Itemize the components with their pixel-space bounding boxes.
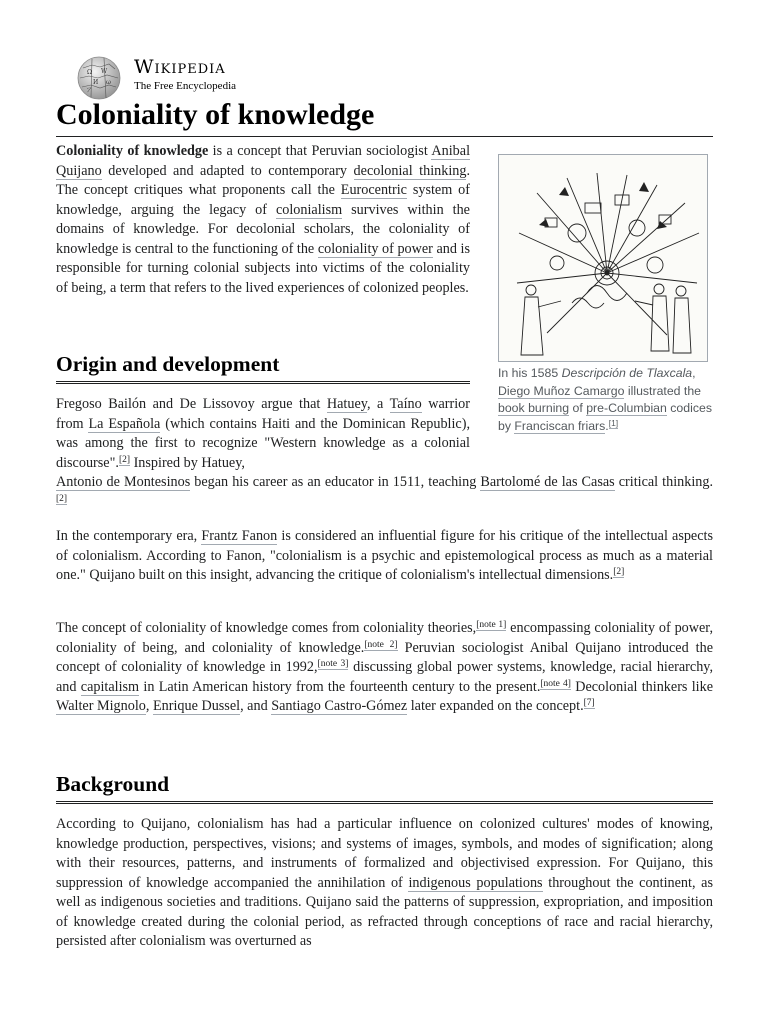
link-colonialism[interactable]: colonialism — [275, 201, 343, 218]
wikipedia-tagline: The Free Encyclopedia — [134, 80, 237, 92]
svg-text:ω: ω — [106, 79, 111, 86]
text-run: , — [145, 698, 153, 714]
text-run: , a — [366, 396, 390, 412]
svg-text:ア: ア — [86, 87, 93, 94]
link-santiago-castro-gomez[interactable]: Santiago Castro-Gómez — [271, 698, 408, 714]
text-run: , and — [240, 698, 272, 714]
text-run: Fregoso Bailón and De Lissovoy argue that — [56, 396, 327, 412]
text-run: codices by — [498, 401, 712, 433]
link-capitalism[interactable]: capitalism — [80, 678, 140, 695]
article-page — [56, 0, 713, 1024]
text-run: The concept of coloniality of knowledge comes from coloniality theories, — [56, 620, 477, 636]
svg-text:W: W — [101, 68, 108, 75]
text-run: Decolonial thinkers like — [570, 678, 713, 695]
link-bartolome-de-las-casas[interactable]: Bartolomé de las Casas — [480, 474, 615, 490]
text-run: , — [692, 366, 696, 380]
citation-ref[interactable]: [2] — [613, 567, 625, 577]
caption-work-title: Descripción de Tlaxcala — [561, 366, 693, 380]
origin-paragraph-2 — [56, 527, 713, 586]
link-antonio-de-montesinos[interactable]: Antonio de Montesinos — [56, 474, 191, 490]
svg-text:И: И — [93, 79, 99, 86]
text-run: began his career as an educator in 1511, teaching — [190, 474, 481, 490]
text-run: In the contemporary era, — [56, 528, 202, 544]
link-frantz-fanon[interactable]: Frantz Fanon — [201, 528, 278, 544]
text-run: later expanded on the concept. — [407, 698, 584, 714]
text-run: in Latin American history from the fourteenth century to the present. — [139, 678, 541, 695]
text-run: Inspired by Hatuey, — [130, 454, 245, 471]
citation-ref[interactable]: [1] — [608, 417, 619, 428]
link-anibal-quijano[interactable]: Anibal Quijano — [56, 143, 471, 179]
page-title: Coloniality of knowledge — [56, 96, 713, 137]
wikipedia-globe-icon — [74, 54, 124, 100]
codex-illustration-image[interactable] — [498, 154, 708, 362]
note-ref[interactable]: [note 3] — [317, 659, 349, 669]
text-run: and is responsible for turning colonial subjects into victims of the coloniality of being, a term that refers to the lived experiences of colonized peoples. — [56, 240, 470, 296]
text-run: (which contains Haiti and the Dominican Republic), was among the first to recognize "Western knowledge as a colonial discourse". — [56, 415, 471, 471]
link-book-burning[interactable]: book burning — [498, 401, 570, 415]
intro-bold-term: Coloniality of knowledge — [56, 143, 209, 159]
section-heading-background: Background — [56, 770, 713, 804]
link-la-espanola[interactable]: La Española — [88, 415, 161, 432]
text-run: is a concept that Peruvian sociologist — [208, 143, 432, 159]
link-taino[interactable]: Taíno — [389, 396, 422, 412]
citation-ref[interactable]: [2] — [118, 454, 131, 465]
section-heading-origin: Origin and development — [56, 350, 470, 384]
link-diego-munoz-camargo[interactable]: Diego Muñoz Camargo — [498, 383, 625, 398]
text-run: According to Quijano, colonialism has had a particular influence on colonized cultures' modes of knowing, knowledge production, perspectives, visions; and systems of images, symbols, and modes of signification; along with their resources, patterns, and instruments of formalized and objectivised expression. For Quijano, this suppression of knowledge accompanied the annihilation of — [56, 816, 713, 891]
text-run: . — [605, 418, 609, 433]
note-ref[interactable]: [note 4] — [540, 678, 571, 689]
text-run: illustrated the — [624, 383, 702, 398]
text-run: Peruvian sociologist Anibal Quijano introduced the concept of coloniality of knowledge in 1992, — [56, 639, 713, 675]
text-run: warrior from — [56, 396, 470, 432]
article-figure — [498, 154, 713, 435]
citation-ref[interactable]: [7] — [583, 698, 595, 708]
link-eurocentric[interactable]: Eurocentric — [340, 182, 407, 198]
text-run: encompassing coloniality of power, coloniality of being, and coloniality of knowledge. — [56, 620, 714, 656]
link-franciscan-friars[interactable]: Franciscan friars — [514, 418, 606, 433]
svg-text:Ω: Ω — [87, 69, 92, 76]
citation-ref[interactable]: [2] — [56, 493, 68, 504]
link-pre-columbian[interactable]: pre-Columbian — [586, 401, 667, 415]
wikipedia-header[interactable] — [74, 50, 374, 100]
note-ref[interactable]: [note 1] — [476, 620, 507, 630]
text-run: of — [569, 401, 587, 415]
text-run: critical thinking. — [614, 474, 714, 490]
link-indigenous-populations[interactable]: indigenous populations — [408, 874, 543, 891]
link-walter-mignolo[interactable]: Walter Mignolo — [56, 698, 146, 714]
note-ref[interactable]: [note 2] — [364, 639, 398, 650]
narrow-text-block — [56, 395, 470, 473]
origin-paragraph-3 — [56, 619, 713, 717]
wikipedia-wordmark: Wikipedia — [134, 56, 226, 78]
origin-paragraph-1 — [56, 395, 713, 512]
text-run: . The concept critiques what proponents call the — [56, 162, 470, 198]
intro-paragraph — [56, 142, 470, 298]
text-run: system of knowledge, arguing the legacy of — [56, 182, 470, 218]
text-run: survives within the domains of knowledge. For decolonial scholars, the coloniality of knowledge is central to the functioning of the — [56, 201, 470, 257]
text-run: discussing global power systems, knowledge, racial hierarchy, and — [56, 659, 714, 695]
link-coloniality-of-power[interactable]: coloniality of power — [317, 240, 433, 257]
text-run: In his 1585 — [498, 366, 562, 380]
link-enrique-dussel[interactable]: Enrique Dussel — [152, 698, 241, 714]
link-decolonial-thinking[interactable]: decolonial thinking — [353, 162, 467, 179]
text-run: throughout the continent, as well as indigenous societies and traditions. Quijano said the patterns of suppression, expropriation, and imposition of knowledge created during the colonial period, as refracted through conceptions of race and racial hierarchy, persisted after colonialism was overturned as — [56, 874, 713, 949]
background-paragraph-1 — [56, 815, 713, 952]
text-run: developed and adapted to contemporary — [101, 162, 354, 179]
text-run: is considered an influential figure for his critique of the intellectual aspects of colonialism. According to Fanon, "colonialism is a psychic and epistemological process as much as a material one." Quijano built on this insight, advancing the critique of colonialism's intellectual dimensions. — [56, 528, 713, 583]
link-hatuey[interactable]: Hatuey — [326, 396, 367, 412]
